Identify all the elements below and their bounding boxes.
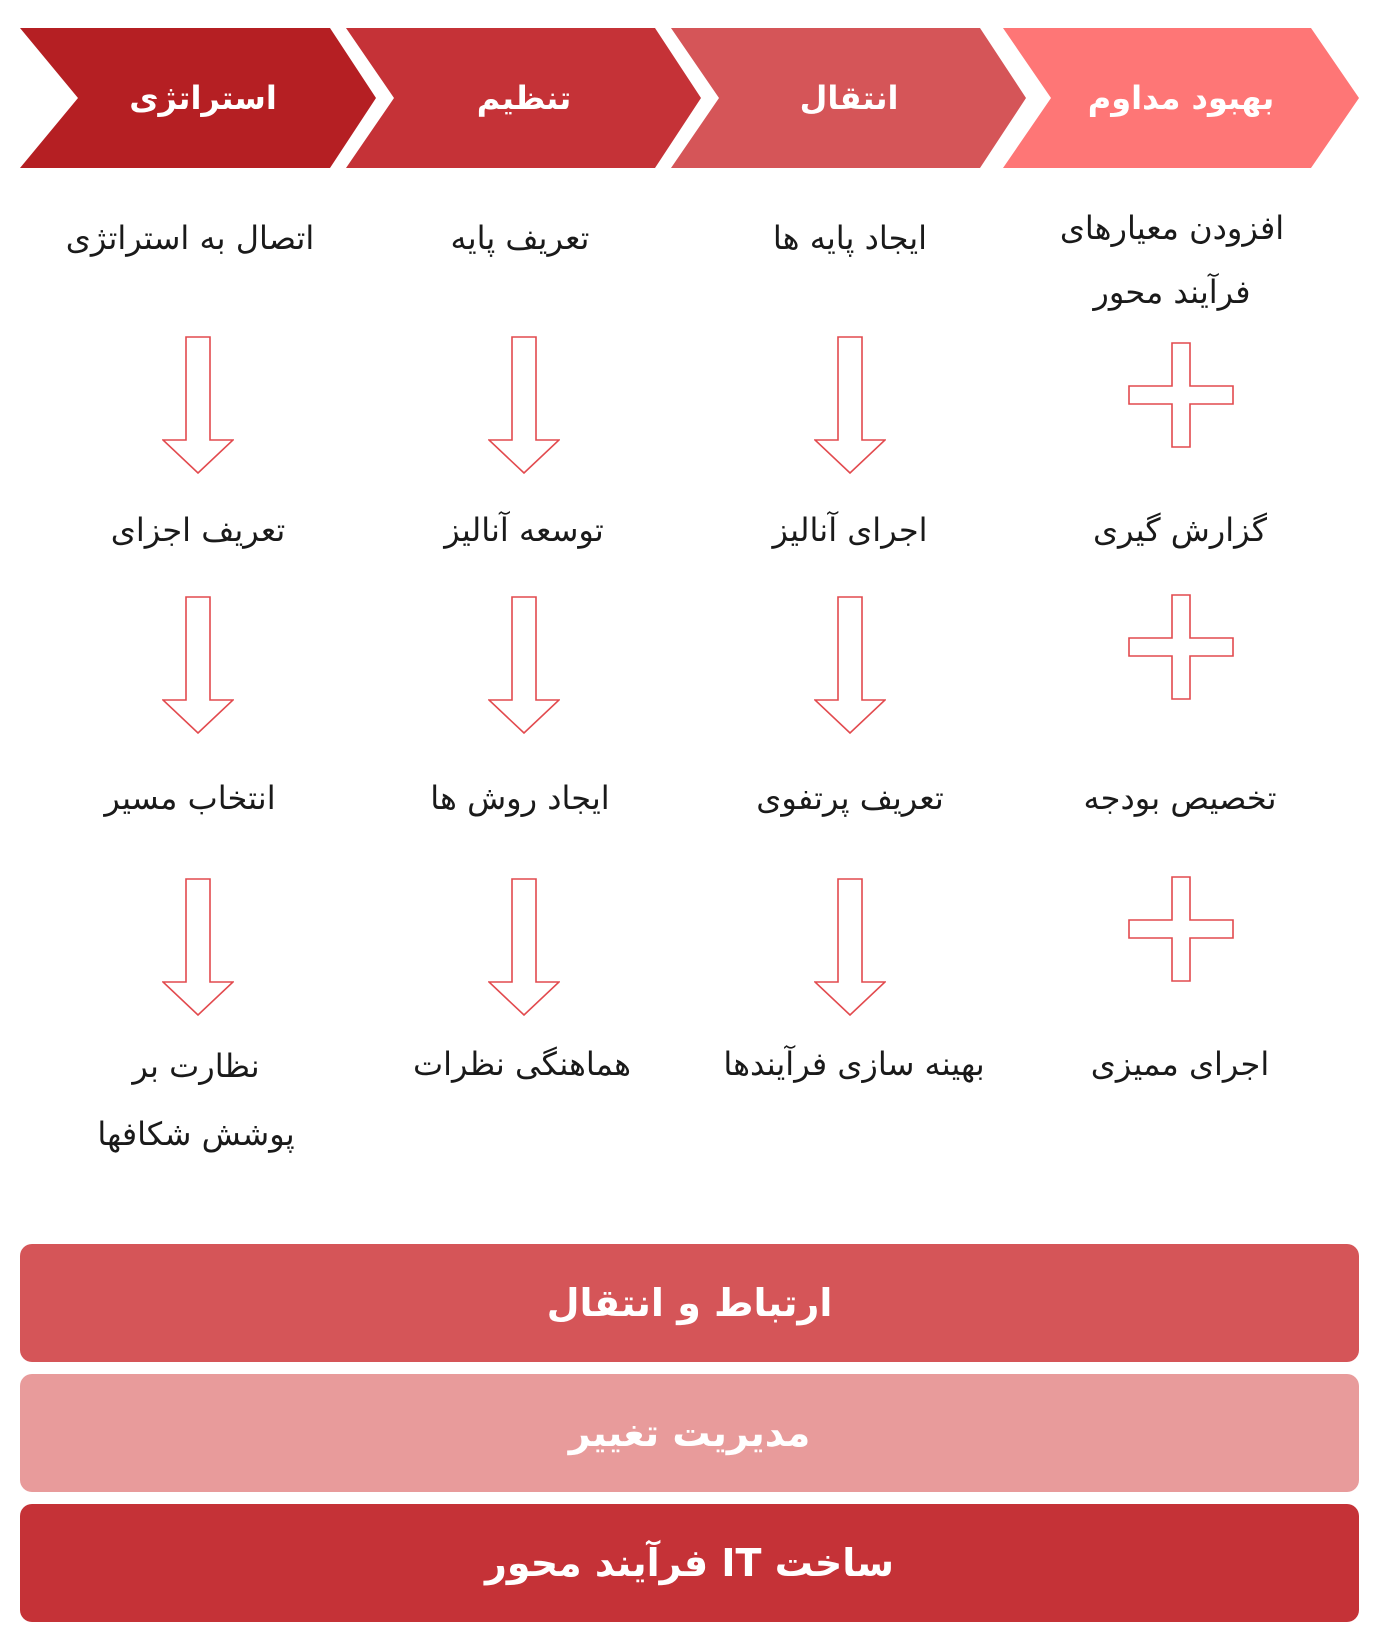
down-arrow-icon xyxy=(814,336,886,474)
step-text: تعریف پرتفوی xyxy=(756,779,944,817)
step-text: گزارش گیری xyxy=(1092,511,1268,549)
step-text: تعریف اجزای xyxy=(110,511,286,549)
step-text-line: فرآیند محور xyxy=(1093,273,1251,311)
stage-title: تنظیم xyxy=(476,79,572,117)
down-arrow-icon xyxy=(488,596,560,734)
plus-icon xyxy=(1128,594,1234,700)
step-text: ایجاد روش ها xyxy=(430,779,610,817)
step-text: تخصیص بودجه xyxy=(1083,779,1277,817)
step-text: توسعه آنالیز xyxy=(444,511,604,549)
down-arrow-icon xyxy=(488,336,560,474)
down-arrow-icon xyxy=(814,878,886,1016)
step-text: اجرای ممیزی xyxy=(1090,1045,1270,1083)
step-text xyxy=(46,1032,346,1168)
step-text: تعریف پایه xyxy=(450,219,590,257)
step-text: هماهنگی نظرات xyxy=(413,1045,631,1083)
step-text-line: افزودن معیارهای xyxy=(1059,209,1285,247)
step-text: ایجاد پایه ها xyxy=(772,219,928,257)
foundation-bar-communication: ارتباط و انتقال xyxy=(20,1244,1359,1362)
foundation-bar-process-it: ساخت IT فرآیند محور xyxy=(20,1504,1359,1622)
step-text: اجرای آنالیز xyxy=(772,511,928,549)
step-text: انتخاب مسیر xyxy=(104,779,276,817)
step-text-line: نظارت بر xyxy=(132,1047,260,1085)
down-arrow-icon xyxy=(814,596,886,734)
step-text-line: پوشش شکافها xyxy=(97,1115,295,1153)
step-text: اتصال به استراتژی xyxy=(65,219,315,257)
down-arrow-icon xyxy=(162,336,234,474)
foundation-bar-change-management: مدیریت تغییر xyxy=(20,1374,1359,1492)
down-arrow-icon xyxy=(162,596,234,734)
plus-icon xyxy=(1128,876,1234,982)
stage-title: انتقال xyxy=(799,79,899,117)
stage-title: بهبود مداوم xyxy=(1087,79,1275,117)
step-text: بهینه سازی فرآیندها xyxy=(723,1045,985,1083)
plus-icon xyxy=(1128,342,1234,448)
down-arrow-icon xyxy=(488,878,560,1016)
stage-title: استراتژی xyxy=(129,79,277,117)
step-text xyxy=(1022,196,1322,324)
down-arrow-icon xyxy=(162,878,234,1016)
